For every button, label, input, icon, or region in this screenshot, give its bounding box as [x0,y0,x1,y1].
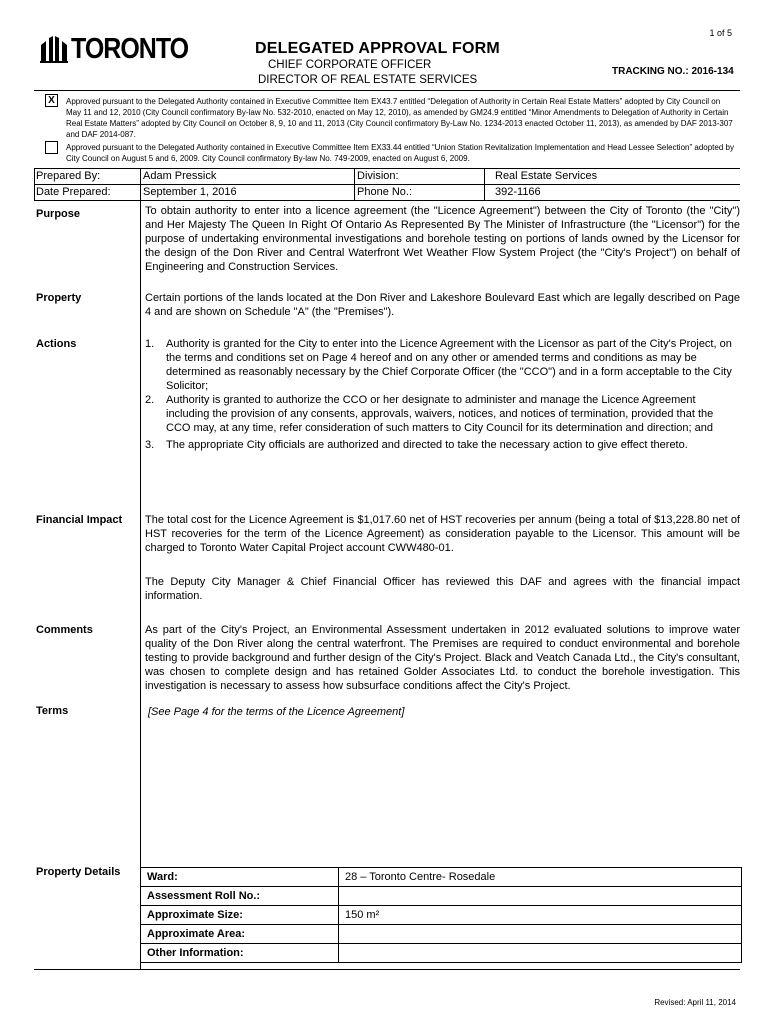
division-value: Real Estate Services [495,170,598,182]
action-number: 1. [145,338,155,350]
table-row [141,906,741,925]
approval-text-2: Approved pursuant to the Delegated Authority contained in Executive Committee Item EX33.44 entitled “Union Station Revitalization Implementation and Head Lessee Selection” adopted by City Council on August 5 and 6, 2009. City Council confirmatory By-law No. 749-2009, enacted on August 6, 2009. [66,143,734,163]
form-subtitle-officer: CHIEF CORPORATE OFFICER [268,59,432,71]
actions-list [145,337,740,452]
prepared-by-value: Adam Pressick [141,169,355,184]
assessment-roll-label: Assessment Roll No.: [141,887,339,905]
table-row [141,887,741,906]
property-details-table [140,867,742,963]
city-hall-icon [40,35,68,63]
date-prepared-value: September 1, 2016 [141,185,355,200]
page-number: 1 of 5 [709,28,732,38]
date-prepared-label: Date Prepared: [34,185,141,200]
comments-label: Comments [36,624,93,636]
purpose-label: Purpose [36,208,81,220]
approximate-area-label: Approximate Area: [141,925,339,943]
terms-text: [See Page 4 for the terms of the Licence Agreement] [148,706,405,718]
property-label: Property [36,292,82,304]
approximate-size-value: 150 m² [345,909,380,921]
action-text: Authority is granted for the City to enter into the Licence Agreement with the Licensor as part of the City's Project, on the terms and conditions set on Page 4 hereof and on any other or amended terms and conditions as may be determined as reasonably necessary by the Chief Corporate Officer (the "CCO") and in a form acceptable to the City Solicitor; [166,338,732,392]
approximate-area-value [339,925,345,943]
action-text: Authority is granted to authorize the CCO or her designate to administer and manage the Licence Agreement including the provision of any consents, approvals, waivers, notices, and notices of termination, provided that the CCO may, at any time, refer consideration of such matters to City Council for its determination and direction; and [166,394,714,434]
phone-value: 392-1166 [495,186,541,198]
toronto-logo [40,33,188,65]
section-divider [140,201,141,969]
financial-review-text: The Deputy City Manager & Chief Financial Officer has reviewed this DAF and agrees with the financial impact information. [145,576,740,602]
logo-wordmark: TORONTO [71,32,189,65]
other-information-label: Other Information: [141,944,339,962]
terms-label: Terms [36,705,69,717]
info-table [34,169,740,201]
other-information-value [339,944,345,962]
approximate-size-label: Approximate Size: [141,906,339,924]
prepared-by-label: Prepared By: [34,169,141,184]
header-divider [34,90,740,91]
ward-value: 28 – Toronto Centre- Rosedale [345,871,496,883]
financial-impact-label: Financial Impact [36,514,123,526]
action-item [145,393,740,435]
action-item [145,337,740,393]
purpose-text: To obtain authority to enter into a licence agreement (the "Licence Agreement") between the City of Toronto (the "City") and Her Majesty The Queen In Right Of Ontario As Represented By The Minister of Infrastructure (the "Licensor") for the purpose of undertaking environmental investigations and borehole testing on portions of lands owned by the Licensor for the design of the Don River and Central Waterfront Wet Weather Flow System Project (the "City's Project") on behalf of Engineering and Construction Services. [145,205,740,273]
division-label: Division: [355,169,485,184]
property-details-label: Property Details [36,866,121,878]
table-row [141,868,741,887]
comments-text: As part of the City's Project, an Environmental Assessment undertaken in 2012 evaluated solutions to improve water quality of the Don River along the central waterfront. The Premises are required to conduct environmental and borehole testing to provide background and further design of the City's Project. Black and Veatch Canada Ltd., the City's consultant, was chosen to complete design and has retained Golder Associates Ltd. to conduct the borehole investigation. This investigation is necessary to assess how subsurface conditions affect the City's Project. [145,624,740,692]
assessment-roll-value [339,887,345,905]
footer-rule [34,969,740,970]
action-text: The appropriate City officials are authorized and directed to take the necessary action to give effect thereto. [166,439,688,451]
approval-checkbox-2[interactable] [45,141,58,154]
table-row [141,925,741,944]
actions-label: Actions [36,338,77,350]
action-item [145,438,740,452]
approval-checkbox-1[interactable]: X [45,94,58,107]
form-title: DELEGATED APPROVAL FORM [255,40,500,57]
tracking-number: TRACKING NO.: 2016-134 [612,66,734,77]
phone-label: Phone No.: [355,185,485,200]
financial-impact-text: The total cost for the Licence Agreement is $1,017.60 net of HST recoveries per annum (being a total of $13,228.80 net of HST recoveries for the term of the Licence Agreement) as consideration payable to the Licensor. This amount will be charged to Toronto Water Capital Project account CWW480-01. [145,514,740,554]
action-number: 3. [145,439,155,451]
info-left-border [34,169,35,201]
ward-label: Ward: [141,868,339,886]
approval-text-1: Approved pursuant to the Delegated Authority contained in Executive Committee Item EX43.7 entitled “Delegation of Authority in Certain Real Estate Matters” adopted by City Council on May 11 and 12, 2010 (City Council confirmatory By-law No. 532-2010, enacted on May 12, 2010), as amended by GM24.9 entitled “Minor Amendments to Delegation of Authority in Certain Real Estate Matters” adopted by City Council on October 8, 9, 10 and 11, 2013 (City Council confirmatory By-Law No. 1234-2013 enacted October 11, 2013), as amended by DAF 2013-307 and DAF 2014-087. [66,97,733,139]
table-row [141,944,741,963]
revised-date: Revised: April 11, 2014 [654,998,736,1007]
form-subtitle-director: DIRECTOR OF REAL ESTATE SERVICES [258,74,478,86]
action-number: 2. [145,394,155,406]
property-text: Certain portions of the lands located at the Don River and Lakeshore Boulevard East which are legally described on Page 4 and are shown on Schedule "A" (the "Premises"). [145,292,740,318]
